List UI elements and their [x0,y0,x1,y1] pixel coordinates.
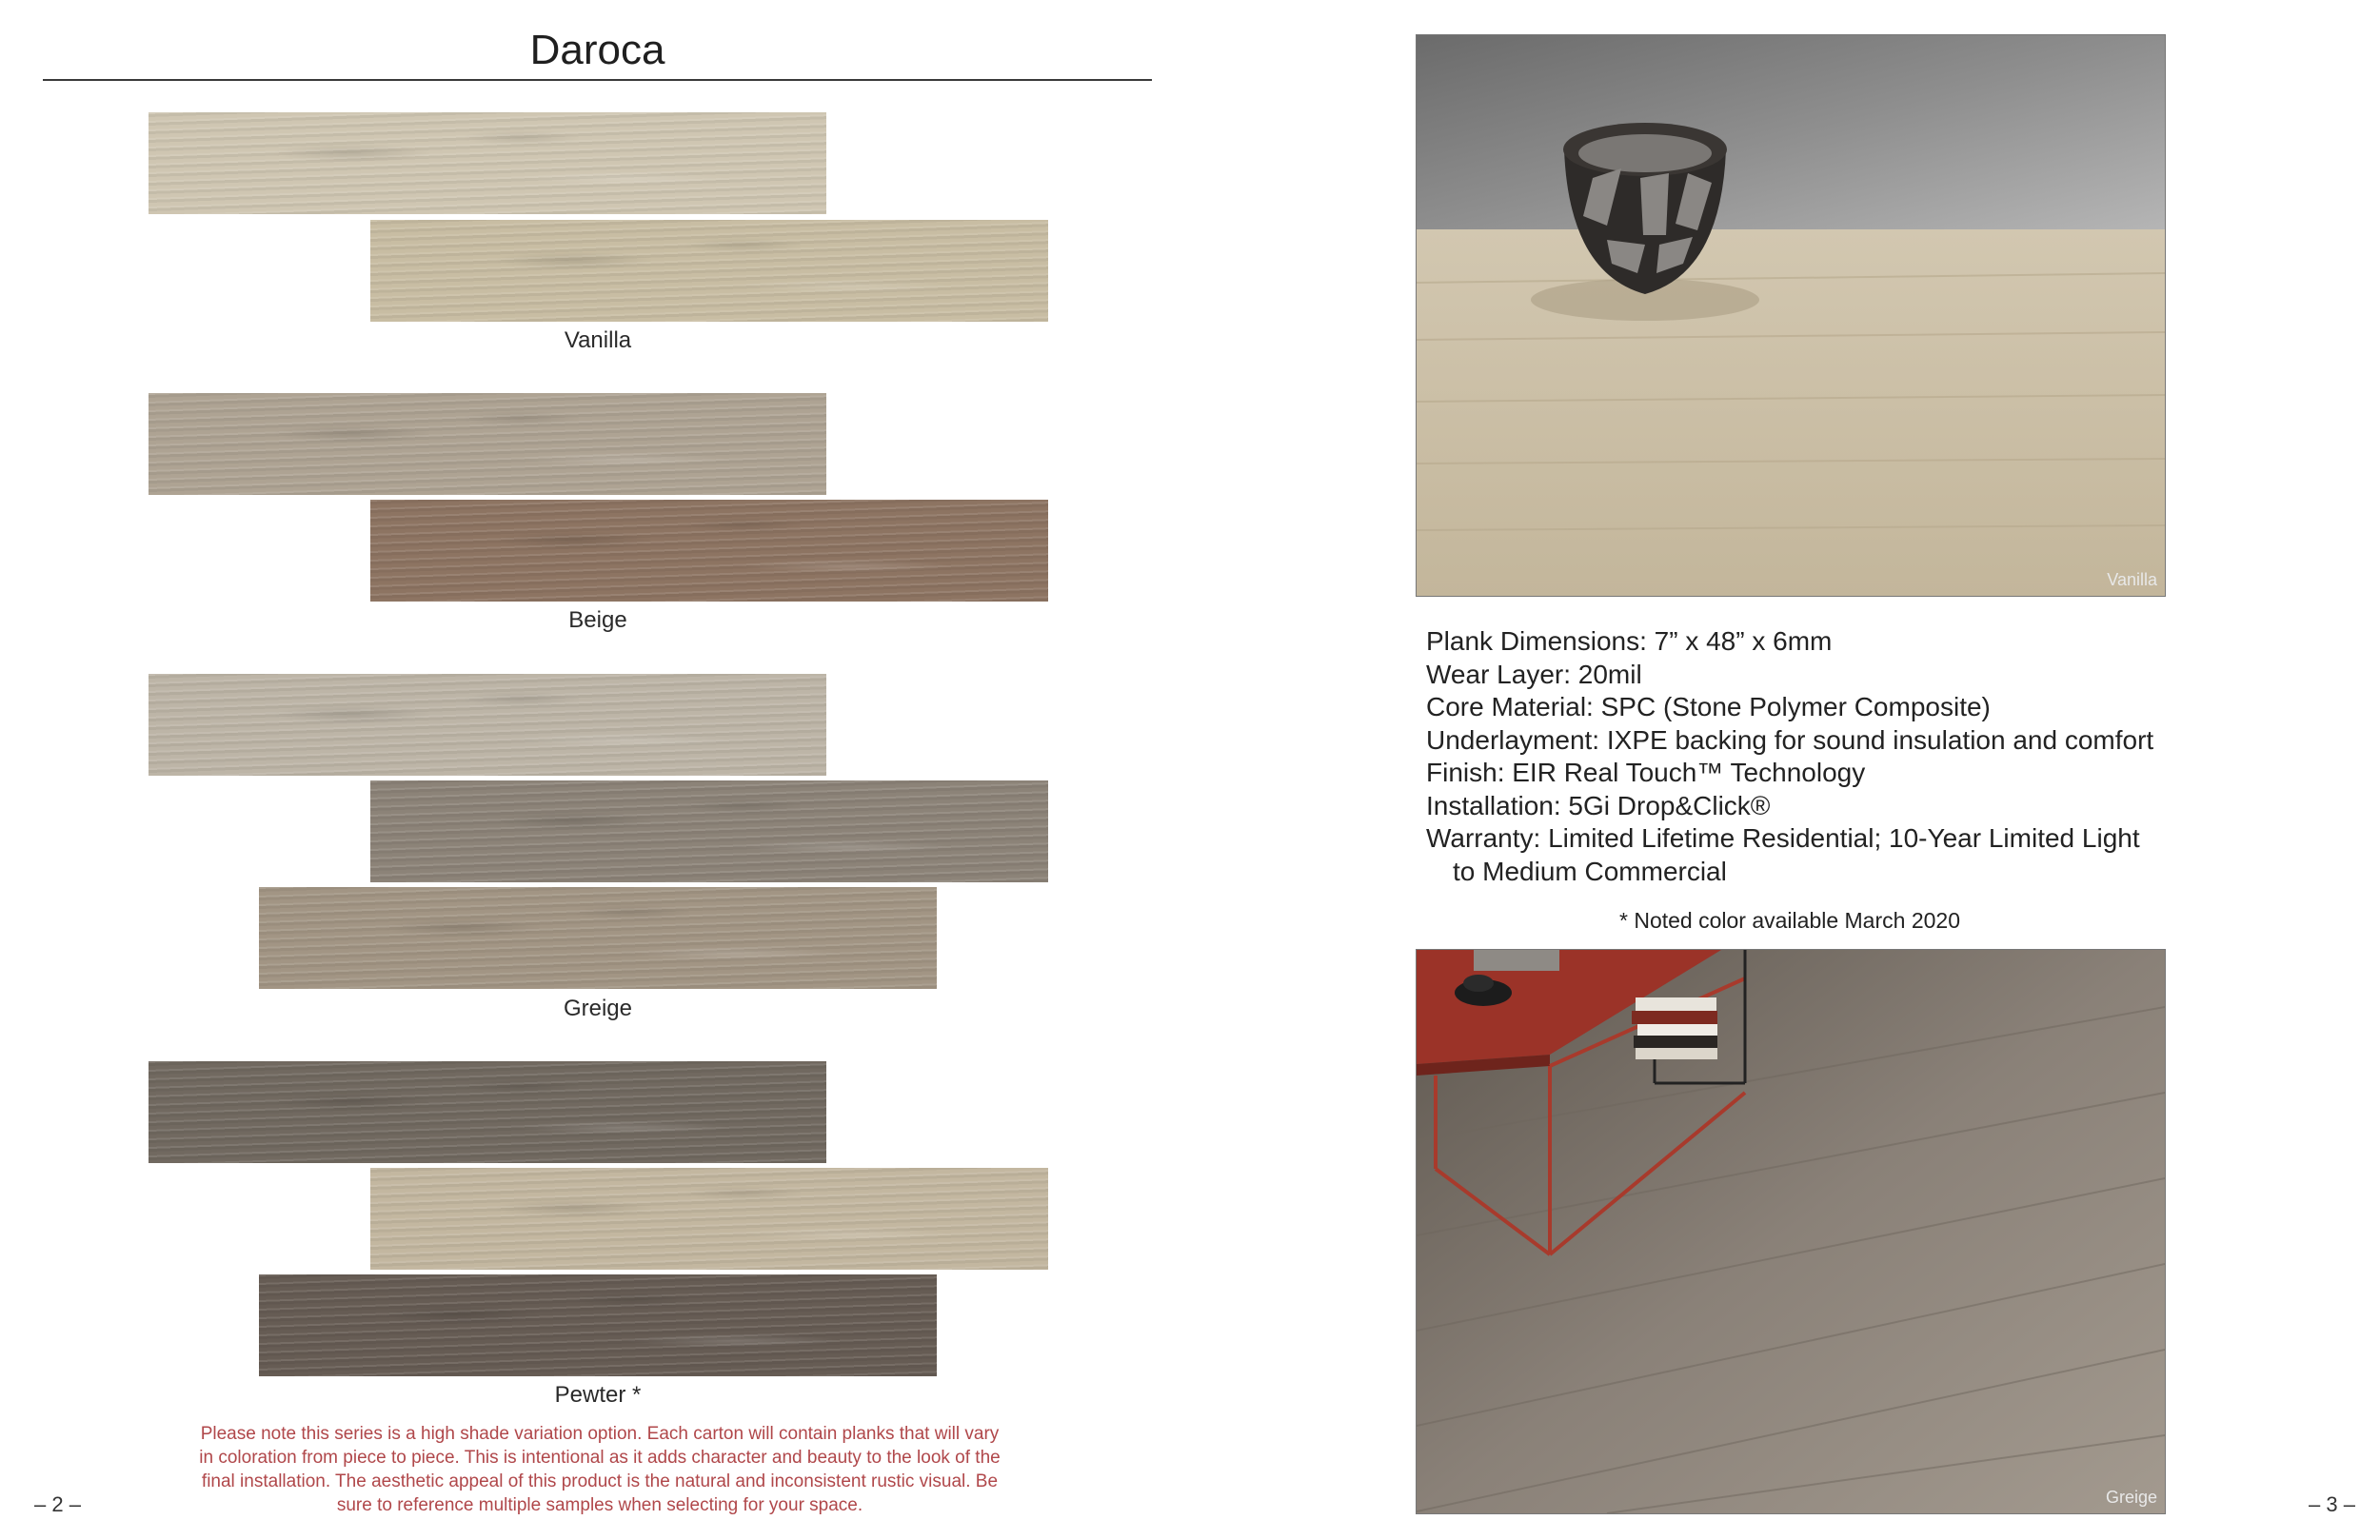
swatch-plank [149,1061,826,1163]
spec-underlayment: Underlayment: IXPE backing for sound insulation and comfort [1426,724,2154,755]
spec-warranty: Warranty: Limited Lifetime Residential; 10-Year Limited Light [1426,823,2140,853]
swatch-plank [149,674,826,776]
swatch-label-greige: Greige [563,996,633,1021]
page-title: Daroca [529,27,665,73]
spec-finish: Finish: EIR Real Touch™ Technology [1426,758,1866,787]
swatch-plank [149,112,826,214]
book-stack [1632,997,1717,1059]
room-photo-greige [1416,949,2166,1514]
spec-installation: Installation: 5Gi Drop&Click® [1426,790,1771,820]
swatch-label-vanilla: Vanilla [564,327,632,353]
spec-core-material: Core Material: SPC (Stone Polymer Composite) [1426,692,1991,721]
swatch-plank [370,780,1048,882]
swatch-plank [259,1274,937,1376]
swatch-plank [370,220,1048,322]
title-divider [43,79,1152,81]
swatch-label-pewter: Pewter * [554,1382,642,1408]
room-scene-greige [1417,950,2165,1513]
swatch-plank [370,1168,1048,1270]
spec-plank-dimensions: Plank Dimensions: 7” x 48” x 6mm [1426,626,1833,656]
swatch-plank [259,887,937,989]
spec-warranty-continued: to Medium Commercial [1453,856,1727,886]
photo-label-vanilla: Vanilla [2107,570,2157,589]
swatch-plank [370,500,1048,602]
room-scene-vanilla [1417,35,2165,596]
photo-label-greige: Greige [2105,1488,2157,1507]
page-number-left: – 2 – [34,1492,81,1516]
swatch-plank [149,393,826,495]
room-photo-vanilla [1416,34,2166,597]
page-number-right: – 3 – [2309,1492,2355,1516]
spec-wear-layer: Wear Layer: 20mil [1426,659,1642,689]
swatch-label-beige: Beige [568,607,627,633]
availability-note: * Noted color available March 2020 [1619,908,1960,933]
variation-note: Please note this series is a high shade variation option. Each carton will contain planks that will vary in coloration from piece to piece. This is intentional as it adds character and beauty to the look of the final installation. The aesthetic appeal of this product is the natural and inconsistent rustic visual. Be sure to reference multiple samples when selecting for your space. [199,1424,1001,1515]
product-specs [1426,625,2153,888]
